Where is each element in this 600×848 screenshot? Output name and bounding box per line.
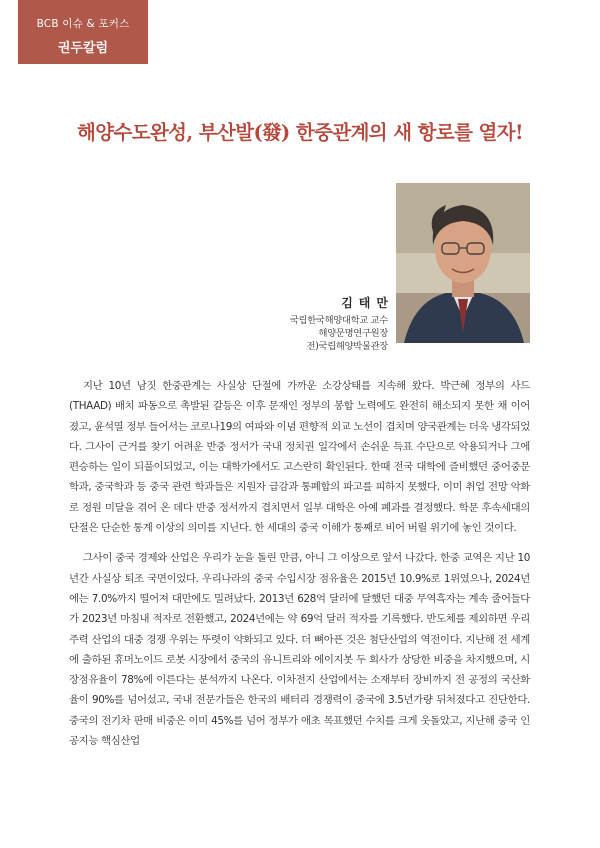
- section-label: BCB 이슈 & 포커스: [36, 18, 130, 30]
- article-title: 해양수도완성, 부산발(發) 한중관계의 새 항로를 열자!: [77, 121, 523, 144]
- author-affiliation: 전)국립해양박물관장: [306, 341, 388, 352]
- author-photo: [396, 183, 530, 343]
- author-affiliation: 국립한국해양대학교 교수: [289, 315, 388, 326]
- body-paragraph: 그사이 중국 경제와 산업은 우리가 눈을 돌린 만큼, 아니 그 이상으로 앞서 나갔다. 한중 교역은 지난 10년간 사실상 퇴조 국면이었다. 우리나라의 중국 수입시장 점유율은 2015년 10.9%로 1위였으나, 2024년에는 7.0%까지 떨어져 대만에도 밀려났다. 2013년 628억 달러에 달했던 대중 무역흑자는 계속 줄어들다가 2023년 마침내 적자로 전환했고, 2024년에는 약 69억 달러 적자를 기록했다. 반도체를 제외하면 우리 주력 산업의 대중 경쟁 우위는 뚜렷이 약화되고 있다. 더 뼈아픈 것은 첨단산업의 역전이다. 지난해 전 세계에 출하된 휴머노이드 로봇 시장에서 중국의 유니트리와 에이지봇 두 회사가 상당한 비중을 차지했으며, 시장점유율이 78%에 이른다는 분석까지 나온다. 이차전지 산업에서는 소재부터 장비까지 전 공정의 국산화율이 90%를 넘어섰고, 국내 전문가들은 한국의 배터리 경쟁력이 중국에 3.5년가량 뒤처졌다고 진단한다. 중국의 전기차 판매 비중은 이미 45%를 넘어 정부가 애초 목표했던 수치를 크게 웃돌았고, 지난해 중국 인공지능 핵심산업: [69, 552, 530, 748]
- article-body: [69, 376, 530, 751]
- body-paragraph: 지난 10년 남짓 한중관계는 사실상 단절에 가까운 소강상태를 지속해 왔다. 박근혜 정부의 사드(THAAD) 배치 파동으로 촉발된 갈등은 이후 문재인 정부의 봉합 노력에도 완전히 해소되지 못한 채 이어졌고, 윤석열 정부 들어서는 코로나19의 여파와 이념 편향적 외교 노선이 겹치며 양국관계는 더욱 냉각되었다. 그사이 근거를 찾기 어려운 반중 정서가 국내 정치권 일각에서 손쉬운 득표 수단으로 악용되거나 그에 편승하는 일이 되풀이되었고, 이는 대학가에서도 고스란히 확인된다. 한때 전국 대학에 즐비했던 중어중문학과, 중국학과 등 중국 관련 학과들은 지원자 급감과 통폐합의 파고를 피하지 못했다. 이미 취업 전망 악화로 정원 미달을 겪어 온 데다 반중 정서까지 겹치면서 일부 대학은 아예 폐과를 결정했다. 학문 후속세대의 단절은 단순한 통계 이상의 의미를 지닌다. 한 세대의 중국 이해가 통째로 비어 버릴 위기에 놓인 것이다.: [69, 380, 530, 535]
- author-block: [289, 292, 394, 353]
- section-badge: [18, 0, 148, 64]
- author-name: 김태만: [341, 296, 394, 310]
- column-label: 권두칼럼: [57, 41, 109, 56]
- author-affiliation: 해양문명연구원장: [318, 328, 388, 339]
